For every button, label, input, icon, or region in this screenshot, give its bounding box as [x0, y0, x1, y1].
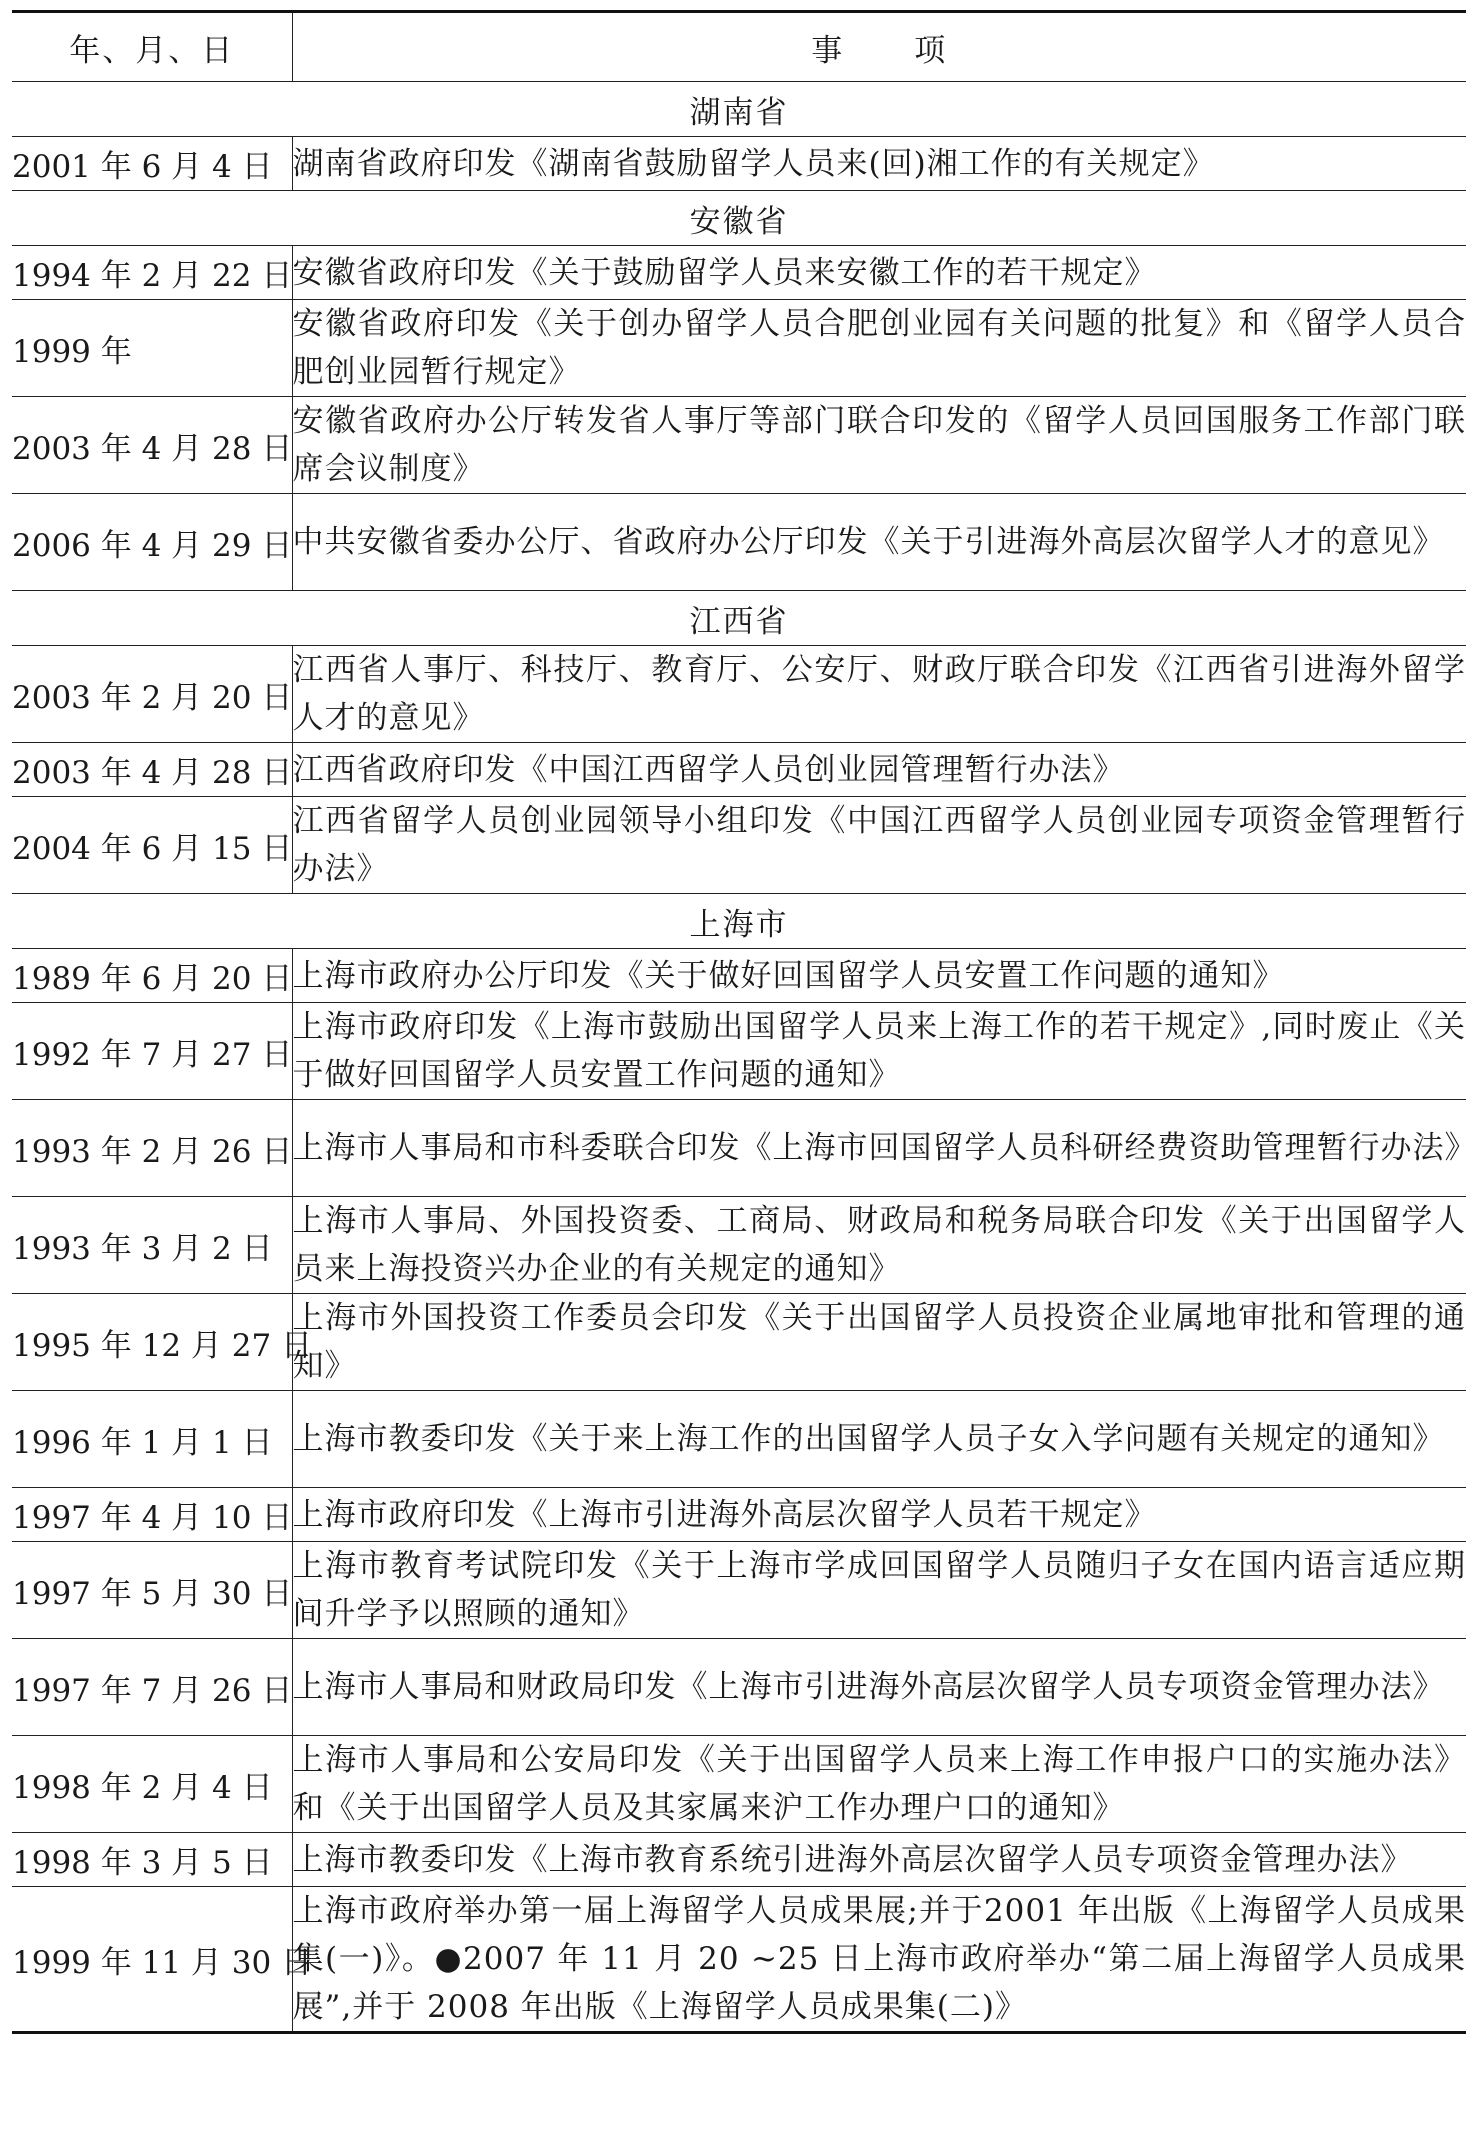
event-cell: 上海市政府印发《上海市鼓励出国留学人员来上海工作的若干规定》,同时废止《关于做好回国留学人员安置工作问题的通知》 [292, 1003, 1466, 1100]
event-cell: 上海市政府举办第一届上海留学人员成果展;并于2001 年出版《上海留学人员成果集(一)》。●2007 年 11 月 20 ~25 日上海市政府举办“第二届上海留学人员成果展”,并于 2008 年出版《上海留学人员成果集(二)》 [292, 1887, 1466, 2033]
event-cell: 安徽省政府印发《关于鼓励留学人员来安徽工作的若干规定》 [292, 246, 1466, 300]
table-row [12, 1294, 1466, 1391]
table-row [12, 300, 1466, 397]
event-header-char-1: 事 [811, 32, 845, 69]
date-cell: 2003 年 2 月 20 日 [12, 646, 292, 743]
date-cell: 1989 年 6 月 20 日 [12, 949, 292, 1003]
date-cell: 1996 年 1 月 1 日 [12, 1391, 292, 1488]
event-cell: 安徽省政府办公厅转发省人事厅等部门联合印发的《留学人员回国服务工作部门联席会议制度》 [292, 397, 1466, 494]
event-cell: 上海市人事局和财政局印发《上海市引进海外高层次留学人员专项资金管理办法》 [292, 1639, 1466, 1736]
event-cell: 上海市教委印发《上海市教育系统引进海外高层次留学人员专项资金管理办法》 [292, 1833, 1466, 1887]
table-row [12, 1736, 1466, 1833]
table-row [12, 949, 1466, 1003]
table-row [12, 1391, 1466, 1488]
table-row [12, 1488, 1466, 1542]
date-cell: 1992 年 7 月 27 日 [12, 1003, 292, 1100]
date-cell: 1997 年 7 月 26 日 [12, 1639, 292, 1736]
event-cell: 江西省人事厅、科技厅、教育厅、公安厅、财政厅联合印发《江西省引进海外留学人才的意见》 [292, 646, 1466, 743]
date-cell: 1998 年 2 月 4 日 [12, 1736, 292, 1833]
table-header-row [12, 12, 1466, 82]
date-cell: 2003 年 4 月 28 日 [12, 397, 292, 494]
section-heading-anhui: 安徽省 [12, 191, 1466, 246]
event-column-header [292, 12, 1466, 82]
event-cell: 上海市教育考试院印发《关于上海市学成回国留学人员随归子女在国内语言适应期间升学予以照顾的通知》 [292, 1542, 1466, 1639]
date-cell: 2003 年 4 月 28 日 [12, 743, 292, 797]
table-row [12, 397, 1466, 494]
event-cell: 江西省政府印发《中国江西留学人员创业园管理暂行办法》 [292, 743, 1466, 797]
event-cell: 上海市政府办公厅印发《关于做好回国留学人员安置工作问题的通知》 [292, 949, 1466, 1003]
date-cell: 2006 年 4 月 29 日 [12, 494, 292, 591]
date-cell: 1995 年 12 月 27 日 [12, 1294, 292, 1391]
table-row [12, 494, 1466, 591]
event-cell: 中共安徽省委办公厅、省政府办公厅印发《关于引进海外高层次留学人才的意见》 [292, 494, 1466, 591]
date-cell: 1999 年 11 月 30 日 [12, 1887, 292, 2033]
table-row [12, 246, 1466, 300]
event-cell: 上海市人事局和公安局印发《关于出国留学人员来上海工作申报户口的实施办法》和《关于出国留学人员及其家属来沪工作办理户口的通知》 [292, 1736, 1466, 1833]
event-cell: 上海市教委印发《关于来上海工作的出国留学人员子女入学问题有关规定的通知》 [292, 1391, 1466, 1488]
date-cell: 1994 年 2 月 22 日 [12, 246, 292, 300]
table-row [12, 743, 1466, 797]
table-row [12, 1887, 1466, 2033]
table-row [12, 646, 1466, 743]
table-row [12, 1197, 1466, 1294]
chronology-table [12, 10, 1477, 2034]
section-heading-shanghai: 上海市 [12, 894, 1466, 949]
event-cell: 湖南省政府印发《湖南省鼓励留学人员来(回)湘工作的有关规定》 [292, 137, 1466, 191]
event-cell: 江西省留学人员创业园领导小组印发《中国江西留学人员创业园专项资金管理暂行办法》 [292, 797, 1466, 894]
table-row [12, 1639, 1466, 1736]
event-cell: 上海市人事局、外国投资委、工商局、财政局和税务局联合印发《关于出国留学人员来上海投资兴办企业的有关规定的通知》 [292, 1197, 1466, 1294]
date-cell: 1993 年 2 月 26 日 [12, 1100, 292, 1197]
section-heading-hunan: 湖南省 [12, 82, 1466, 137]
event-cell: 上海市外国投资工作委员会印发《关于出国留学人员投资企业属地审批和管理的通知》 [292, 1294, 1466, 1391]
date-cell: 1999 年 [12, 300, 292, 397]
event-cell: 上海市政府印发《上海市引进海外高层次留学人员若干规定》 [292, 1488, 1466, 1542]
date-cell: 1997 年 4 月 10 日 [12, 1488, 292, 1542]
event-cell: 安徽省政府印发《关于创办留学人员合肥创业园有关问题的批复》和《留学人员合肥创业园暂行规定》 [292, 300, 1466, 397]
table-row [12, 1100, 1466, 1197]
date-cell: 1998 年 3 月 5 日 [12, 1833, 292, 1887]
date-cell: 2004 年 6 月 15 日 [12, 797, 292, 894]
date-cell: 2001 年 6 月 4 日 [12, 137, 292, 191]
document-page [12, 10, 1477, 2034]
date-column-header: 年、月、日 [12, 12, 292, 82]
table-row [12, 137, 1466, 191]
date-cell: 1997 年 5 月 30 日 [12, 1542, 292, 1639]
table-row [12, 1542, 1466, 1639]
table-row [12, 1003, 1466, 1100]
table-row [12, 1833, 1466, 1887]
table-row [12, 797, 1466, 894]
date-cell: 1993 年 3 月 2 日 [12, 1197, 292, 1294]
section-heading-jiangxi: 江西省 [12, 591, 1466, 646]
event-header-char-2: 项 [914, 32, 948, 69]
event-cell: 上海市人事局和市科委联合印发《上海市回国留学人员科研经费资助管理暂行办法》 [292, 1100, 1466, 1197]
